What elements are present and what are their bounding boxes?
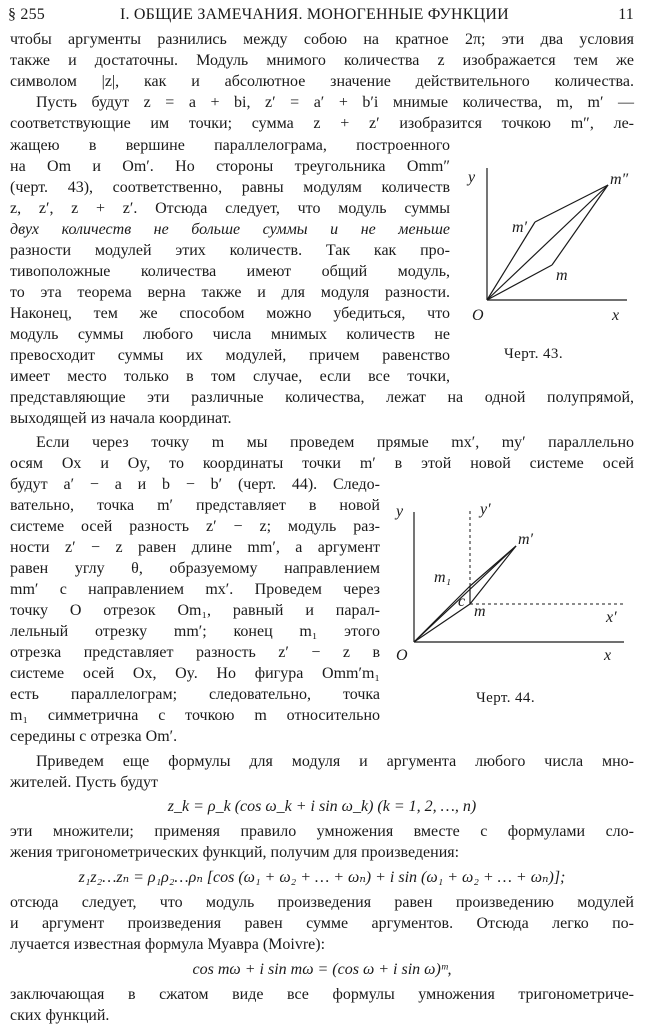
text-line: равен углу θ, образуемому направлением bbox=[10, 560, 380, 577]
point-m-prime-label: m′ bbox=[518, 531, 534, 548]
point-m-prime-label: m′ bbox=[512, 219, 528, 236]
text-line: имеет место только в том случае, если все точки, bbox=[10, 368, 450, 385]
text-line: будут a′ − a и b − b′ (черт. 44). Следо- bbox=[10, 476, 380, 493]
y-axis-label: y bbox=[468, 169, 476, 186]
text-line: Приведем еще формулы для модуля и аргумента любого числа мно- bbox=[36, 753, 634, 770]
origin-label: O bbox=[472, 307, 484, 324]
figure-43 bbox=[462, 150, 642, 330]
side-m-m-dprime bbox=[552, 185, 608, 265]
side-m1-m-prime bbox=[470, 546, 516, 586]
formula-product: z₁z₂…zₙ = ρ₁ρ₂…ρₙ [cos (ω₁ + ω₂ + … + ωₙ) + i sin (ω₁ + ω₂ + … + ωₙ)]; bbox=[78, 869, 566, 886]
y-prime-axis-label: y′ bbox=[480, 501, 491, 518]
text-line: двух количеств не больше суммы и не меньше bbox=[10, 221, 450, 238]
text-line: превосходит суммы их модулей, причем равенство bbox=[10, 347, 450, 364]
text-line: отсюда следует, что модуль произведения равен произведению модулей bbox=[10, 894, 634, 911]
text-line: разности модулей этих количеств. Так как про- bbox=[10, 242, 450, 259]
origin-label: O bbox=[396, 647, 408, 664]
point-m-label: m bbox=[474, 603, 486, 620]
figure-43-caption: Черт. 43. bbox=[504, 346, 563, 362]
text-line: заключающая в сжатом виде все формулы умножения тригонометриче- bbox=[10, 986, 634, 1003]
text-line: жителей. Пусть будут bbox=[10, 774, 158, 791]
x-prime-axis-label: x′ bbox=[606, 609, 617, 626]
text-line: ских функций. bbox=[10, 1007, 110, 1024]
formula-moivre: cos mω + i sin mω = (cos ω + i sin ω)ᵐ, bbox=[192, 961, 452, 978]
formula-factors: z_k = ρ_k (cos ω_k + i sin ω_k) (k = 1, 2, …, n) bbox=[167, 798, 477, 815]
text-line: отрезка представляет разность z′ − z в bbox=[10, 644, 380, 661]
text-line: эти множители; применяя правило умножения вместе с формулами сло- bbox=[10, 823, 634, 840]
vector-om bbox=[487, 265, 552, 300]
text-line: на Om и Om′. Но стороны треугольника Omm″ bbox=[10, 158, 450, 175]
text-line: то эта теорема верна также и для модуля разности. bbox=[10, 284, 450, 301]
page-number: 11 bbox=[618, 6, 634, 23]
text-line: Если через точку m мы проведем прямые mx′, my′ параллельно bbox=[36, 434, 634, 451]
figure-44-caption: Черт. 44. bbox=[476, 690, 535, 706]
text-line: (черт. 43), соответственно, равны модулям количеств bbox=[10, 179, 450, 196]
x-axis-label: x bbox=[612, 307, 620, 324]
text-line: ности z′ − z равен длине mm′, а аргумент bbox=[10, 539, 380, 556]
text-line: m₁ симметрична с точкою m относительно bbox=[10, 707, 380, 724]
point-m1-label: m₁ bbox=[434, 569, 452, 586]
point-m-label: m bbox=[556, 267, 568, 284]
text-line: вательно, точка m′ представляет в новой bbox=[10, 497, 380, 514]
text-line: лучается известная формула Муавра (Moivre): bbox=[10, 936, 326, 953]
text-line: системе осей разность z′ − z; модуль раз- bbox=[10, 518, 380, 535]
vector-om-dprime bbox=[487, 185, 608, 300]
text-line: Пусть будут z = a + bi, z′ = a′ + b′i мнимые количества, m, m′ — bbox=[36, 94, 634, 111]
text-line: z, z′, z + z′. Отсюда следует, что модуль суммы bbox=[10, 200, 450, 217]
text-line: осям Ox и Oy, то координаты точки m′ в этой новой системе осей bbox=[10, 455, 634, 472]
x-axis-label: x bbox=[604, 647, 612, 664]
text-line: точку O отрезок Om₁, равный и парал- bbox=[10, 602, 380, 619]
text-line: выходящей из начала координат. bbox=[10, 410, 232, 427]
text-line: есть параллелограм; следовательно, точка bbox=[10, 686, 380, 703]
page-header bbox=[8, 4, 638, 26]
text-line: mm′ с направлением mx′. Проведем через bbox=[10, 581, 380, 598]
text-line: тивоположные количества имеют общий модуль, bbox=[10, 263, 450, 280]
text-line: и аргумент произведения равен сумме аргументов. Отсюда легко по- bbox=[10, 915, 634, 932]
point-m-dprime-label: m″ bbox=[610, 171, 629, 188]
running-title: I. ОБЩИЕ ЗАМЕЧАНИЯ. МОНОГЕННЫЕ ФУНКЦИИ bbox=[120, 6, 509, 23]
figure-44 bbox=[388, 494, 640, 674]
text-line: жения тригонометрических функций, получим для произведения: bbox=[10, 844, 460, 861]
side-m-prime-m-dprime bbox=[535, 185, 608, 222]
point-c-label: c bbox=[458, 593, 466, 610]
text-line: также и достаточны. Модуль мнимого количества z изображается тем же bbox=[10, 52, 634, 69]
y-axis-label: y bbox=[396, 503, 404, 520]
text-line: соответствующие им точки; сумма z + z′ изобразится точкою m″, ле- bbox=[10, 115, 634, 132]
text-line: лельный отрезку mm′; конец m₁ этого bbox=[10, 623, 380, 640]
side-m-m-prime bbox=[470, 546, 516, 604]
text-line: Наконец, тем же способом можно убедиться, что bbox=[10, 305, 450, 322]
text-line: чтобы аргументы разнились между собою на кратное 2π; эти два условия bbox=[10, 31, 634, 48]
text-line: жащею в вершине параллелограма, построенного bbox=[10, 137, 450, 154]
text-line: системе осей Ox, Oy. Но фигура Omm′m₁ bbox=[10, 665, 380, 682]
text-line: представляющие эти различные количества, лежат на одной полупрямой, bbox=[10, 389, 634, 406]
text-line: середины c отрезка Om′. bbox=[10, 728, 178, 745]
section-number: § 255 bbox=[8, 6, 45, 23]
text-line: модуль суммы любого числа мнимых количеств не bbox=[10, 326, 450, 343]
text-line: символом |z|, как и абсолютное значение действительного количества. bbox=[10, 73, 634, 90]
